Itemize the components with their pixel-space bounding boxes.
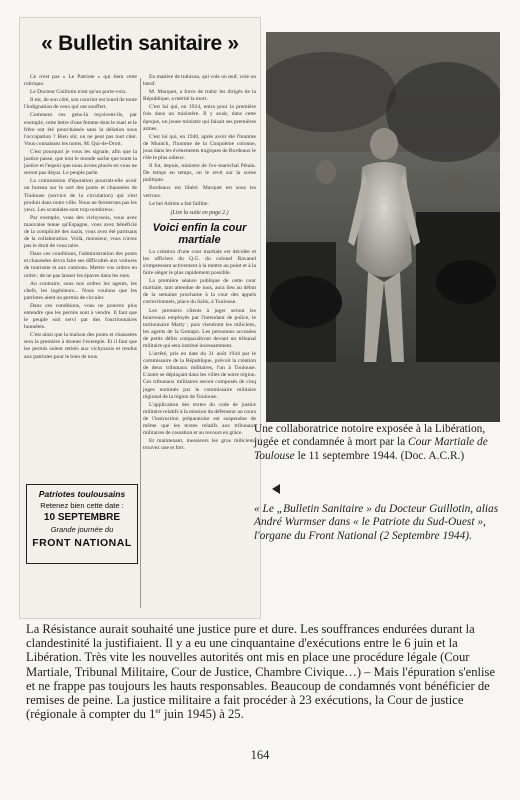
collaborator-photo [266, 32, 500, 422]
photo-caption-end: le 11 septembre 1944. (Doc. A.C.R.) [294, 449, 465, 462]
clipping-title: « Bulletin sanitaire » [41, 32, 239, 55]
subhead-cour-martiale: Voici enfin la cour martiale [152, 221, 247, 246]
clipping-paragraph: C'est ainsi que la maison des ponts et chaussées sera la première à donner l'exemple. Et il faut que les permis soient retirés aux vichyssois et rendus aux patriotes pour le bien de tous. [24, 332, 137, 360]
body-text-end: juin 1945) à 25. [160, 707, 244, 722]
clipping-paragraph: La création d'une cour martiale est décidée et les officiers du Q.G. du colonel Ravanel s'empressent activement à la mettre au point et à la faire siéger le plus rapidement possible. [143, 248, 256, 277]
photo-caption-text: Une collaboratrice notoire exposée à la Libération, jugée et condamnée à mort par la [254, 423, 486, 449]
clipping-paragraph: M. Marquet, a force de trahir les dirigés de la République, a mérité la mort. [143, 89, 256, 103]
clipping-paragraph: L'application des textes du code de justice militaire relatifs à la mission du défenseur au cours de l'instruction préparatoire est suspendue de même que les textes relatifs aux tribunaux militaires de cassation et au recours en grâce. [143, 401, 256, 437]
clipping-paragraph: Par exemple, vous des vichyssois, vous avez mauvaise tenue qu'Espagne, vous avez bénéficié de la complicité des nazis, vous avez été partisans de la collaboration. Voilà, monsieur, vous n'avez pas le droit de vous taire. [24, 214, 137, 250]
ad-line-2: Retenez bien cette date : [40, 501, 124, 510]
clipping-paragraph: Comment ces gens-là reçoivent-ils, par exemple, cette lettre d'une femme dont le mari et le frère ont été pourchassés sans la délation sous l'occupation ? Bien sûr, on ne peut pas tout citer. Vous connaissez les noms, M. Qui-de-Droit. [24, 112, 137, 147]
clipping-paragraph: Et maintenant, messieurs les gros miliciens, trouvez une et fort. [143, 438, 256, 452]
continued-note: (Lire la suite en page 2.) [170, 209, 229, 216]
clipping-paragraph: L'arrêté, pris en date du 31 août 1944 par le commissaire de la République, prévoit la création de deux tribunaux militaires, l'un à Toulouse. L'autre se déplaçant dans les villes de notre région. Ces tribunaux militaires seront composés de cinq juges nommés par le commissaire militaire régional de la région de Toulouse. [143, 351, 256, 400]
clipping-paragraph: C'est pourquoi je vous les signale, afin que la justice passe, que tout le monde sache que toute la justice et l'espoir que nous avons placés en vous ne seront pas déçus. Le peuple parle. [24, 148, 137, 177]
clipping-caption-text: « Le „Bulletin Sanitaire » du Docteur Guillotin, alias André Wurmser dans « le Patriote du Sud-Ouest », l'organe du Front National (2 Septembre 1944). [254, 503, 499, 542]
clipping-paragraph: C'est lui qui, en 1940, après avoir été l'homme de Munich, l'homme de la Cinquième colonne, joua dans les événements tragiques de Bordeaux le rôle le plus odieux. [143, 133, 256, 162]
divider [170, 219, 230, 220]
ad-line-3: 10 SEPTEMBRE [43, 512, 121, 523]
ad-line-4: Grande journée du [50, 525, 114, 534]
page-number: 164 [250, 748, 270, 762]
clipping-paragraph: Dans ces conditions, l'administration des ponts et chaussées devra faire ses difficultés aux voitures de tourisme et aux camions. Mettre vos ordres en ordre ; de ne pas laisser les épaves dans les rues. [24, 251, 137, 279]
clipping-paragraph: En matière de trahison, qui vole un œuf, vole un bœuf. [143, 74, 256, 88]
clipping-caption [254, 503, 508, 543]
ad-line-5: FRONT NATIONAL [32, 537, 132, 549]
photo-caption [254, 423, 508, 463]
clipping-left-column [24, 74, 137, 479]
clipping-paragraph: C'est lui qui, en 1924, entra pour la première fois dans un ministère. Il y avait, dans cette époque, un jeune ministre qui faisait ses premières armes. [143, 104, 256, 132]
clipping-paragraph: La commission d'épuration pourrait-elle avoir un bureau sur le sort des ponts et chaussées de Toulouse (service de la circulation) qui s'est produit dans notre ville. Nous ne fermerons pas les yeux. Les scandales sont trop nombreux. [24, 178, 137, 213]
arrow-left-icon [272, 484, 280, 494]
photo-caption-italic: Cour Martiale de Toulouse [254, 436, 488, 462]
ad-line-1: Patriotes toulousains [38, 489, 126, 499]
clipping-paragraph: Bordeaux est libéré. Marquet est sous les verrous. [143, 185, 256, 199]
clipping-paragraph: Le bel Adrien a fait faillite. [149, 200, 209, 207]
clipping-paragraph: La première séance publique de cette cour martiale, tant attendue de tous, aura lieu au début de la semaine prochaine à la cour des appels correctionnels, place du Salin, à Toulouse. [143, 278, 256, 306]
column-divider [140, 78, 141, 608]
body-superscript: er [155, 707, 161, 716]
newspaper-clipping [20, 18, 260, 618]
clipping-paragraph: Les premiers clients à juger seront les bourreaux employés par l'intendant de police, le tortionnaire Marty ; puis viendront les miliciens, les agents de la Gestapo. Les personnes accusées de petits délits comparaîtront devant un tribunal militaire qui sera institué incessamment. [143, 307, 256, 349]
front-national-ad [26, 484, 138, 564]
body-text: La Résistance aurait souhaité une justice pure et dure. Les souffrances endurées durant la clandestinité la justifiaient. Il y a eu une cinquantaine d'exécutions entre le 6 juin et la Libération. Très vite les nouvelles autorités ont mis en place une procédure légale (Cour Martiale, Tribunal Militaire, Cour de Justice, Chambre Civique…) – Mais l'épuration s'enlise et ne frappe pas toujours les hauts responsables. Beaucoup de condamnés vont bénéficier de remises de peine. La justice militaire a fait procéder à 23 exécutions, la Cour de justice (régionale à compter du 1 [26, 622, 496, 722]
clipping-paragraph: Le Docteur Guillotin n'est qu'un porte-voix. [30, 89, 128, 96]
body-paragraph [26, 622, 496, 721]
clipping-paragraph: Il fut, depuis, ministre de l'ex-maréchal Pétain. De temps en temps, on le revit sur la scène politique. [143, 163, 256, 184]
clipping-paragraph: Au contraire, sous nos ordres les agents, les chefs, les ingénieurs... Nous voulons que les patriotes aient un permis de circuler. [24, 280, 137, 301]
clipping-right-column [143, 74, 256, 614]
clipping-paragraph: Dans ces conditions, vous ne pourrez plus entendre que les permis sont à vendre. Il faut que le peuple soit servi par des fonctionnaires honnêtes. [24, 302, 137, 331]
clipping-paragraph: Ce n'est pas « Le Patriote » qui tient cette rubrique. [24, 74, 137, 88]
clipping-paragraph: Il est, de son côté, son courrier est lourd de toute l'indignation de ceux qui ont souffert. [24, 97, 137, 111]
